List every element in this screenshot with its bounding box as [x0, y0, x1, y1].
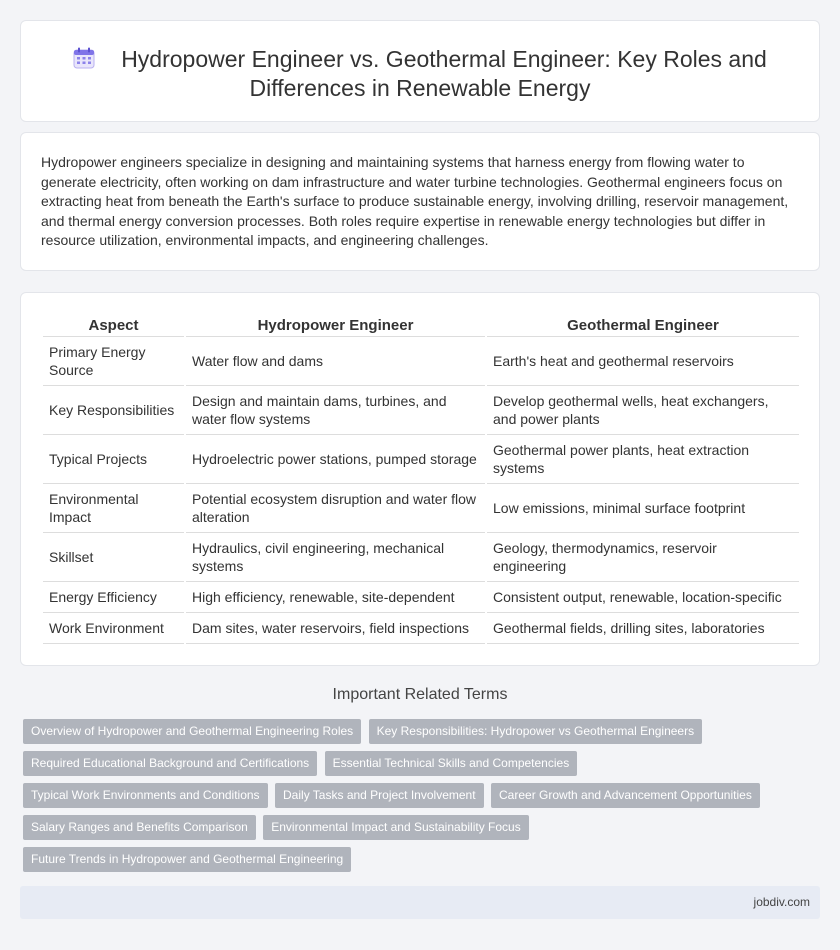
cell-hydropower: Hydroelectric power stations, pumped storage	[185, 435, 486, 484]
related-term-tag[interactable]: Overview of Hydropower and Geothermal Engineering Roles	[23, 719, 361, 744]
comparison-table	[43, 307, 799, 644]
related-term-tag[interactable]: Typical Work Environments and Conditions	[23, 783, 268, 808]
related-term-tag[interactable]: Future Trends in Hydropower and Geothermal Engineering	[23, 847, 351, 872]
cell-aspect: Environmental Impact	[43, 484, 185, 533]
intro-card	[20, 132, 820, 271]
related-terms-title: Important Related Terms	[332, 686, 508, 703]
table-row	[43, 386, 799, 435]
related-terms-list	[23, 719, 783, 879]
header-aspect: Aspect	[43, 307, 185, 337]
cell-aspect: Primary Energy Source	[43, 337, 185, 386]
related-term-tag[interactable]: Daily Tasks and Project Involvement	[275, 783, 484, 808]
table-row	[43, 533, 799, 582]
cell-aspect: Energy Efficiency	[43, 582, 185, 613]
cell-aspect: Typical Projects	[43, 435, 185, 484]
header-geothermal: Geothermal Engineer	[486, 307, 799, 337]
page-title	[21, 45, 819, 103]
cell-hydropower: Water flow and dams	[185, 337, 486, 386]
table-row	[43, 613, 799, 644]
related-term-tag[interactable]: Required Educational Background and Certifications	[23, 751, 317, 776]
related-term-tag[interactable]: Career Growth and Advancement Opportunities	[491, 783, 760, 808]
cell-aspect: Skillset	[43, 533, 185, 582]
intro-paragraph: Hydropower engineers specialize in designing and maintaining systems that harness energy from flowing water to generate electricity, often working on dam infrastructure and water turbine technologies. Geothermal engineers focus on extracting heat from beneath the Earth's surface to produce sustainable energy, involving drilling, reservoir management, and thermal energy conversion processes. Both roles require expertise in renewable energy technologies but differ in resource utilization, environmental impacts, and engineering challenges.	[41, 154, 789, 248]
cell-hydropower: Dam sites, water reservoirs, field inspections	[185, 613, 486, 644]
related-term-tag[interactable]: Key Responsibilities: Hydropower vs Geothermal Engineers	[369, 719, 702, 744]
cell-geothermal: Geothermal power plants, heat extraction systems	[486, 435, 799, 484]
cell-hydropower: Design and maintain dams, turbines, and water flow systems	[185, 386, 486, 435]
table-row	[43, 582, 799, 613]
comparison-table-card	[20, 292, 820, 666]
footer-bar	[20, 886, 820, 919]
related-term-tag[interactable]: Essential Technical Skills and Competencies	[325, 751, 578, 776]
title-card	[20, 20, 820, 122]
title-line-1: Hydropower Engineer vs. Geothermal Engineer: Key Roles and	[121, 46, 767, 72]
table-header-row	[43, 307, 799, 337]
cell-geothermal: Geology, thermodynamics, reservoir engineering	[486, 533, 799, 582]
cell-geothermal: Low emissions, minimal surface footprint	[486, 484, 799, 533]
cell-hydropower: High efficiency, renewable, site-dependent	[185, 582, 486, 613]
header-hydropower: Hydropower Engineer	[185, 307, 486, 337]
cell-geothermal: Consistent output, renewable, location-specific	[486, 582, 799, 613]
table-row	[43, 435, 799, 484]
title-line-2: Differences in Renewable Energy	[249, 75, 591, 101]
related-term-tag[interactable]: Environmental Impact and Sustainability Focus	[263, 815, 528, 840]
table-row	[43, 484, 799, 533]
cell-aspect: Work Environment	[43, 613, 185, 644]
cell-aspect: Key Responsibilities	[43, 386, 185, 435]
footer-site-link[interactable]: jobdiv.com	[753, 895, 810, 909]
cell-geothermal: Geothermal fields, drilling sites, laboratories	[486, 613, 799, 644]
cell-geothermal: Earth's heat and geothermal reservoirs	[486, 337, 799, 386]
related-term-tag[interactable]: Salary Ranges and Benefits Comparison	[23, 815, 256, 840]
cell-geothermal: Develop geothermal wells, heat exchangers, and power plants	[486, 386, 799, 435]
cell-hydropower: Hydraulics, civil engineering, mechanical systems	[185, 533, 486, 582]
cell-hydropower: Potential ecosystem disruption and water flow alteration	[185, 484, 486, 533]
table-row	[43, 337, 799, 386]
